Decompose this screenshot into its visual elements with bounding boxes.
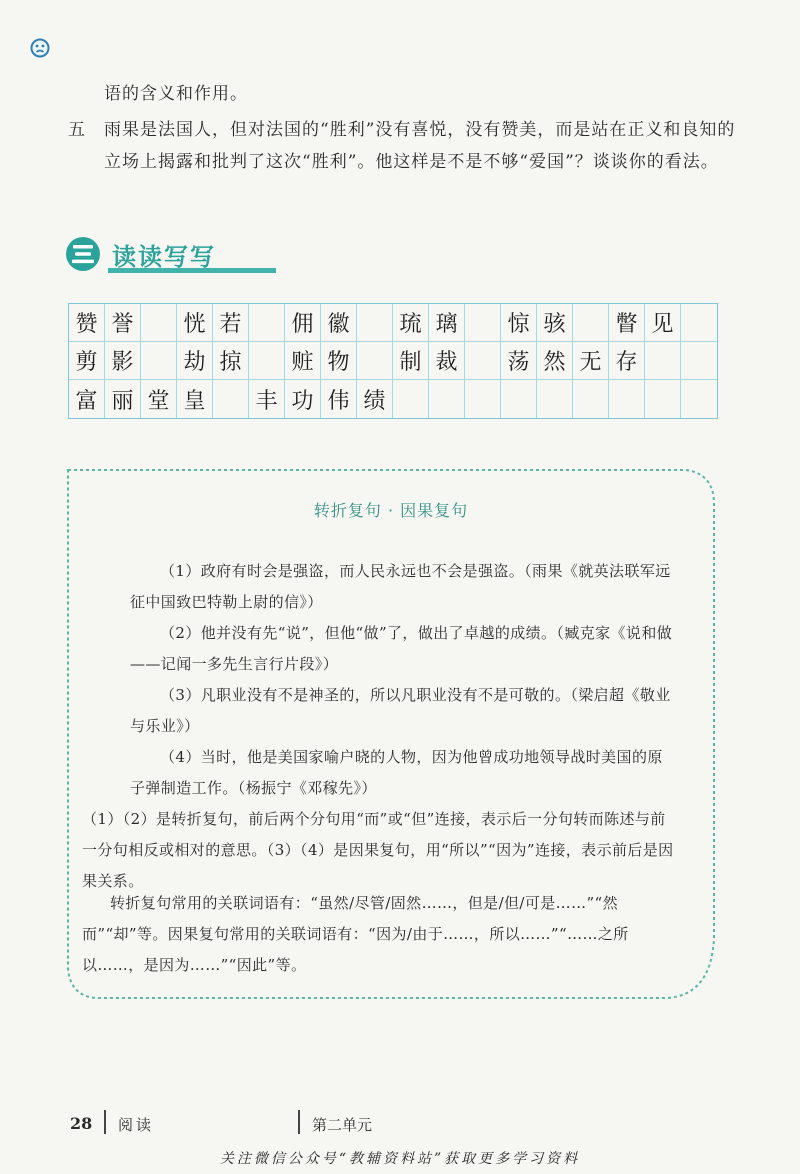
grid-cell: 赞	[69, 304, 105, 342]
grid-cell: 裁	[429, 342, 465, 380]
grid-cell: 见	[645, 304, 681, 342]
example-1: （1）政府有时会是强盗，而人民永远也不会是强盗。（雨果《就英法联军远征中国致巴特勒上尉的信》）	[130, 562, 671, 611]
copy-grid	[68, 303, 718, 419]
grid-cell	[249, 304, 285, 342]
grid-cell: 物	[321, 342, 357, 380]
section-three-icon	[64, 235, 102, 273]
question-text: 雨果是法国人，但对法国的“胜利”没有喜悦，没有赞美，而是站在正义和良知的立场上揭露和批判了这次“胜利”。他这样是不是不够“爱国”？谈谈你的看法。	[104, 120, 736, 172]
grid-cell: 剪	[69, 342, 105, 380]
grid-cell: 佣	[285, 304, 321, 342]
footer-divider	[104, 1110, 106, 1134]
grid-cell: 若	[213, 304, 249, 342]
grid-cell	[609, 380, 645, 418]
grid-cell: 绩	[357, 380, 393, 418]
grid-cell: 琉	[393, 304, 429, 342]
grid-cell	[357, 342, 393, 380]
grid-cell: 瞥	[609, 304, 645, 342]
grid-cell	[465, 304, 501, 342]
grid-cell: 然	[537, 342, 573, 380]
grid-cell	[357, 304, 393, 342]
example-2: （2）他并没有先“说”，但他“做”了，做出了卓越的成绩。（臧克家《说和做——记闻一多先生言行片段》）	[130, 624, 673, 673]
footer-divider	[298, 1110, 300, 1134]
grid-cell	[393, 380, 429, 418]
grid-cell: 伟	[321, 380, 357, 418]
grid-cell	[501, 380, 537, 418]
grid-cell	[537, 380, 573, 418]
grid-cell: 恍	[177, 304, 213, 342]
grid-cell: 荡	[501, 342, 537, 380]
grid-cell: 赃	[285, 342, 321, 380]
grid-cell: 皇	[177, 380, 213, 418]
grid-cell: 富	[69, 380, 105, 418]
grid-cell: 掠	[213, 342, 249, 380]
grid-cell: 丰	[249, 380, 285, 418]
explanation-2: 转折复句常用的关联词语有：“虽然/尽管/固然……，但是/但/可是……”“然而”“却”等。因果复句常用的关联词语有：“因为/由于……，所以……”“……之所以……，是因为……”“因此”等。	[82, 894, 629, 974]
grid-cell: 骇	[537, 304, 573, 342]
grid-cell	[645, 380, 681, 418]
grid-cell	[429, 380, 465, 418]
grid-cell	[249, 342, 285, 380]
grid-cell	[141, 304, 177, 342]
grid-cell: 制	[393, 342, 429, 380]
grid-cell: 功	[285, 380, 321, 418]
corner-face-icon	[30, 38, 50, 58]
grid-cell	[573, 304, 609, 342]
grid-cell: 丽	[105, 380, 141, 418]
grid-cell: 誉	[105, 304, 141, 342]
footer-section: 阅读	[118, 1116, 155, 1134]
grid-cell: 无	[573, 342, 609, 380]
grid-cell: 堂	[141, 380, 177, 418]
question-number: 五	[68, 120, 85, 140]
grid-cell	[465, 342, 501, 380]
grid-cell: 惊	[501, 304, 537, 342]
grid-cell	[213, 380, 249, 418]
grammar-box-title: 转折复句 · 因果复句	[313, 501, 469, 520]
grid-cell	[681, 304, 717, 342]
footer-unit: 第二单元	[312, 1116, 373, 1134]
continuation-line: 语的含义和作用。	[104, 84, 248, 104]
watermark: 关注微信公众号“教辅资料站”获取更多学习资料	[219, 1151, 581, 1167]
grammar-box	[66, 468, 716, 1000]
explanation-1: （1）（2）是转折复句，前后两个分句用“而”或“但”连接，表示后一分句转而陈述与前一分句相反或相对的意思。（3）（4）是因果复句，用“所以”“因为”连接，表示前后是因果关系。	[82, 810, 674, 890]
page-number: 28	[70, 1114, 93, 1133]
grid-cell	[141, 342, 177, 380]
example-3: （3）凡职业没有不是神圣的，所以凡职业没有不是可敬的。（梁启超《敬业与乐业》）	[130, 686, 671, 735]
grid-cell: 存	[609, 342, 645, 380]
grid-cell: 徽	[321, 304, 357, 342]
grid-cell	[573, 380, 609, 418]
grid-cell: 劫	[177, 342, 213, 380]
example-4: （4）当时，他是美国家喻户晓的人物，因为他曾成功地领导战时美国的原子弹制造工作。（杨振宁《邓稼先》）	[130, 748, 663, 797]
grid-cell	[645, 342, 681, 380]
grid-cell	[465, 380, 501, 418]
grid-cell	[681, 342, 717, 380]
grid-cell: 影	[105, 342, 141, 380]
grid-cell	[681, 380, 717, 418]
grid-cell: 璃	[429, 304, 465, 342]
section-title: 读读写写	[112, 243, 216, 271]
